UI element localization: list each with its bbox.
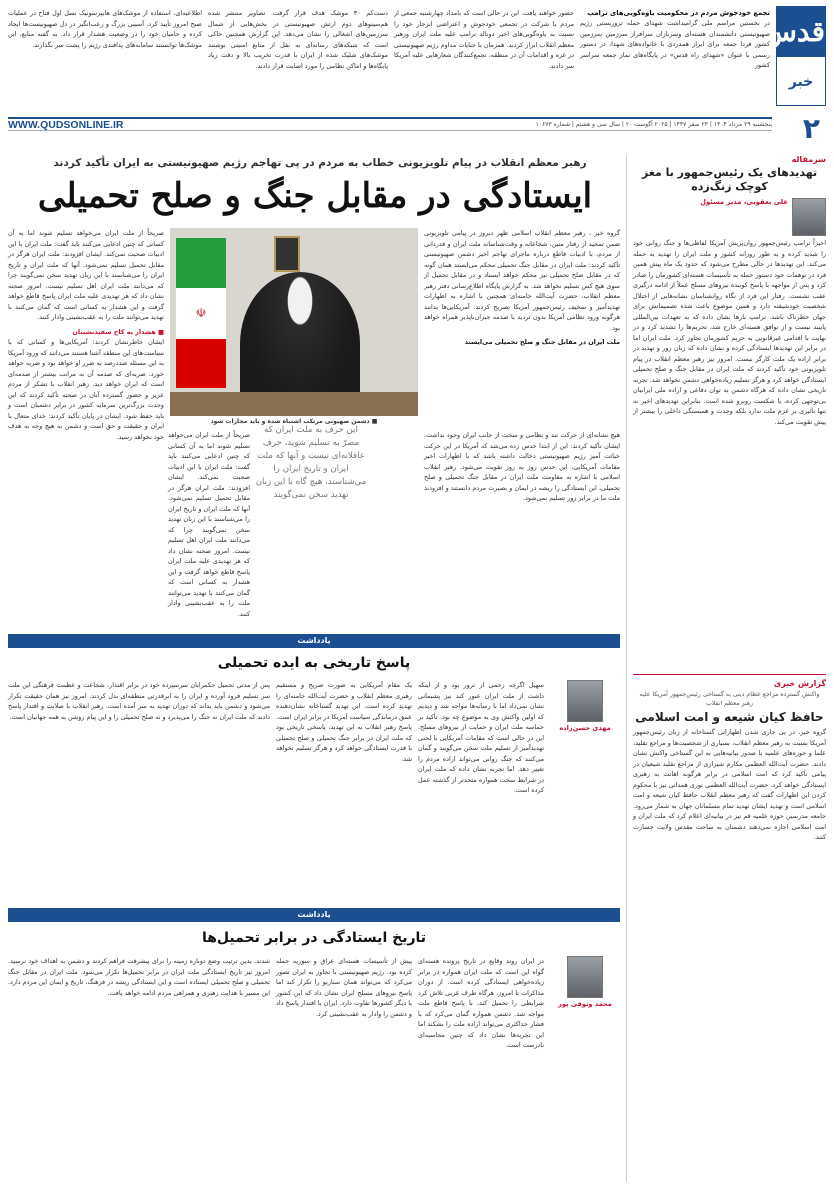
website-link[interactable]: WWW.QUDSONLINE.IR: [8, 118, 124, 131]
op2-column-2: پیش از تأسیسات هسته‌ای عراق و سوریه حمله کرده بود. رژیم صهیونیستی با تجاوز به ایران تصور می‌کرد که می‌تواند همان سناریو را تکرار کند اما پاسخ نیروهای مسلح ایران نشان داد که این کشور با دیگر کشورها تفاوت دارد. ایران با اقتدار پاسخ داد و دشمن را وادار به عقب‌نشینی کرد.: [276, 957, 412, 1018]
sidebar: [626, 155, 826, 1182]
portrait-frame: [274, 236, 300, 272]
headline-kicker: رهبر معظم انقلاب در پیام تلویزیونی خطاب به مردم در پی تهاجم رژیم صهیونیستی به ایران تأکید کردند: [53, 157, 587, 169]
news-title: حافظ کیان شیعه و امت اسلامی: [635, 710, 824, 724]
story-column-2: [424, 430, 620, 530]
story-text: صریحاً از ملت ایران می‌خواهد تسلیم شوند اما به آن کسانی که چنین ادعایی می‌کنند باید گفت: ملت ایران با این ادبیات صحبت نمی‌کند. ایشان افزودند: ملت ایران هرگز در مقابل تحمیل تسلیم نمی‌شود. آنها که ملت ایران و تاریخ ایران را می‌شناسند با این زبان تهدید سخن نمی‌گویند چرا که می‌دانند ملت ایران اهل تسلیم نیست. امروز صحنه نشان داد که هر تهدیدی علیه ملت ایران پاسخ قاطع خواهد گرفت و این هشدار به کسانی است که گمان می‌کنند با تهدید می‌توانند ملت را به عقب‌نشینی وادار کنند.: [8, 229, 164, 321]
story-subhead: ■ هشدار به کاخ سفیدنشینان: [72, 327, 164, 336]
op1-column-2: یک مقام آمریکایی به صورت صریح و مستقیم رهبری معظم انقلاب و حضرت آیت‌الله خامنه‌ای را تهدید کرده است. این تهدید گستاخانه نشان‌دهنده عمق درماندگی سیاست آمریکا در برابر ایران است. پاسخ رهبر انقلاب به این تهدید، پاسخی تاریخی بود که ملت ایران در برابر جنگ تحمیلی و صلح تحمیلی با قدرت ایستادگی خواهد کرد و هرگز تسلیم نخواهد شد.: [275, 681, 412, 763]
editorial-body: [633, 198, 826, 236]
news-lead: واکنش گسترده مراجع عظام دینی به گستاخی رئیس‌جمهور آمریکا علیه رهبر معظم انقلاب: [639, 691, 820, 707]
issue-date: پنجشنبه ۲۹ مرداد ۱۴۰۴ | ۲۳ صفر ۱۴۴۷ | ۲۰۲۵ آگوست ۲۰ | سال سی و هشتم | شماره ۱۰۶۷۳: [535, 121, 772, 128]
desk: [170, 392, 418, 416]
section-band-note: یادداشت: [8, 634, 620, 648]
editorial-text: اخیراً ترامپ رئیس‌جمهور روان‌پریش آمریکا لفاظی‌ها و جنگ روانی خود را شدید کرده و به طور روزانه کشور و ملت ایران را تهدید به حمله می‌کند. این تهدیدها در حالی مطرح می‌شود که حدود یک ماه پیش همین فرد در توهمات خود دستور حمله به تأسیسات هسته‌ای کشورمان را صادر کرد و پس از مواجهه با پاسخ کوبنده نیروهای مسلح عملاً از ادامه درگیری عقب نشست. رفتار این فرد از نگاه روانشناسان نشانه‌هایی از اختلال شخصیت خودشیفته دارد و همین موضوع باعث شده تصمیماتش برای جهان خطرناک باشد. ترامپ بارها نشان داده که به تعهدات بین‌المللی پایبند نیست و از توافق هسته‌ای خارج شد، تحریم‌ها را تشدید کرد و در نهایت با اقدامی غیرقانونی به حریم کشورمان تجاوز کرد. ملت ایران اما در برابر این تهدیدها ایستادگی کرده و نشان داده که زبان زور و تهدید در برابر اراده یک ملت کارگر نیست. امروز نیز رهبر معظم انقلاب در پیام تلویزیونی خود تأکید کردند که ملت ایران در مقابل جنگ و صلح تحمیلی ایستادگی خواهد کرد و هرگز تسلیم زیاده‌خواهی دشمن نخواهد شد. تجربه تاریخی نشان داده که هرگاه دشمن به توان دفاعی و اراده ملی ایرانیان بی‌توجهی کرده، با شکست روبرو شده است. بنابراین تهدیدهای اخیر نه تنها تأثیری بر عزم ملت ندارد بلکه وحدت و همبستگی داخلی را بیشتر از پیش تقویت می‌کند.: [633, 239, 826, 426]
logo-sub: خبر: [788, 74, 814, 90]
story-text: گروه خبر ، رهبر معظم انقلاب اسلامی ظهر دیروز در پیامی تلویزیونی ضمن تمجید از رفتار متین، شجاعانه و وقت‌شناسانه ملت ایران و قدردانی از مردم، با ادبیات قاطع درباره ماجرای تهاجم اخیر دشمن صهیونیستی تأکید کردند: ملت ایران در مقابل جنگ تحمیلی محکم می‌ایستد همان گونه که در مقابل صلح تحمیلی نیز محکم خواهد ایستاد و در مقابل تحمیل از سوی هیچ کس تسلیم نخواهد شد. به گزارش پایگاه اطلاع‌رسانی دفتر رهبر معظم انقلاب، حضرت آیت‌الله خامنه‌ای همچنین با اشاره به اظهارات تهدیدآمیز و سخیف رئیس‌جمهور آمریکا تصریح کردند: آمریکایی‌ها بدانند هرگونه ورود نظامی آمریکا بدون تردید با صدمه جبران‌ناپذیر همراه خواهد بود.: [424, 229, 620, 332]
pull-quote: این حرف به ملت ایران که مصرّ به تسلیم شوید، حرف عاقلانه‌ای نیست و آنها که ملت ایران و تاریخ ایران را می‌شناسند، هیچ گاه با این زبان تهدید سخن نمی‌گویند: [255, 425, 367, 500]
author-photo-icon: [567, 680, 603, 722]
page-number: ۲: [802, 112, 820, 145]
op1-title: پاسخ تاریخی به ایده تحمیلی: [217, 655, 411, 671]
top-column-3: [208, 8, 388, 112]
dateline-bar: [8, 117, 772, 131]
op1-column-3: پس از مدتی تحمیل حکمرانان سرسپرده خود در برابر اقتدار، شجاعت و عظمت فرهنگی این ملت سر تسلیم فرود آورده و ایران را به ابرقدرتی منطقه‌ای بدل کردند. امروز نیز همان حقیقت تکرار می‌شود و دشمن باید بداند که دوران تهدید به سر آمده است. رهبر انقلاب با صلابت و اقتدار پاسخ دادند که ملت ایران نه جنگ را می‌پذیرد و نه صلح تحمیلی را و این پیام روشن به همه جهانیان است.: [8, 681, 270, 721]
story-subhead: ملت ایران در مقابل جنگ و صلح تحمیلی می‌ایستد: [464, 338, 620, 346]
editorial-label: سرمقاله: [791, 155, 826, 164]
op1-column-1: سهیل اگرچه زخمی از ترور بود و از اینکه داشت از ملت ایران عبور کند نیز پشیمانی نشان نمی‌داد اما با رسانه‌ها مواجه شد و دیدیم که اولین واکنش وی به موضوع چه بود. تأکید بر حماسه ملت ایران و حمایت از نیروهای مسلح. این در حالی است که مقامات آمریکایی با لحنی تهدیدآمیز از تسلیم ملت سخن می‌گویند و گمان می‌کنند که جنگ روانی می‌تواند اراده مردم را تغییر دهد. اما تجربه نشان داده که ملت ایران در شرایط سخت همواره متحدتر از گذشته عمل کرده است.: [418, 681, 544, 794]
editorial-author: علی یعقوبی، مدیر مسئول: [700, 198, 788, 206]
story-text: هیچ نشانه‌ای از حرکت تند و نظامی و سخت از جانب ایران وجود نداشت. ایشان تأکید کردند: این از ابتدا حدس زده می‌شد که آمریکا در این حرکت خباثت آمیز رژیم صهیونیستی دخالت داشته باشد که با اظهارات اخیر مقامات آمریکایی، این حدس روز به روز تقویت می‌شود. رهبر انقلاب اسلامی با اشاره به مقاومت ملت ایران در مقابل جنگ تحمیلی و صلح تحمیلی، این ایستادگی را ریشه در ایمان و بصیرت مردم دانستند و افزودند ملت ما در برابر زور تسلیم نمی‌شود.: [424, 431, 620, 502]
section-band-note-2: یادداشت: [8, 908, 620, 922]
newspaper-logo: [762, 6, 826, 106]
op2-column-1: در ایران روند وقایع در تاریخ پرونده هسته‌ای گواه این است که ملت ایران همواره در برابر زیاده‌خواهی ایستادگی کرده است. از دوران مذاکرات تا امروز، هرگاه طرف غربی تلاش کرد شرایطی را تحمیل کند، با پاسخ قاطع ملت مواجه شد. دشمن همواره گمان می‌کرد که با فشار حداکثری می‌تواند اراده ملت را بشکند اما این تجربه‌ها نشان داد که چنین محاسبه‌ای نادرست است.: [418, 957, 544, 1049]
top-column-title: تجمع خودجوش مردم در محکومیت یاوه‌گویی‌های ترامپ: [587, 9, 770, 17]
author-photo-icon: [567, 956, 603, 998]
top-column-text: حضور خواهند یافت. این در حالی است که بامداد چهارشنبه جمعی از مردم با شرکت در تجمعی خودجوش و اعتراضی انزجار خود را نسبت به یاوه‌گویی‌های اخیر دونالد ترامپ علیه ملت ایران ورهبر معظم انقلاب ابراز کردند. همزمان با جنایات مداوم رژیم صهیونیستی در غزه و اقدامات آن در منطقه، تجمع‌کنندگان شعارهایی علیه آمریکا سر دادند.: [394, 9, 574, 70]
top-column-2: [394, 8, 574, 112]
news-text: گروه خبر، در پی جاری شدن اظهاراتی گستاخانه از زبان رئیس‌جمهور آمریکا نسبت به رهبر معظم انقلاب، بسیاری از شخصیت‌ها و مراجع تقلید، علما و حوزه‌های علمیه با صدور بیانیه‌هایی به این گستاخی واکنش نشان دادند. حضرت آیت‌الله العظمی مکارم شیرازی از مراجع تقلید شیعیان در پیامی تأکید کرد که امت اسلامی در برابر هرگونه اهانت به رهبری ایستادگی خواهد کرد. حضرت آیت‌الله العظمی نوری همدانی نیز با محکوم کردن این اظهارات گفت که رهبر معظم انقلاب حافظ کیان شیعه و امت اسلامی است و تهدید ایشان تهدید تمام مسلمانان جهان به شمار می‌رود. جامعه مدرسین حوزه علمیه قم نیز در بیانیه‌ای اعلام کرد که ملت ایران و امت اسلامی اجازه نمی‌دهند دشمنان به ساحت مقدس ولایت جسارت کنند.: [633, 728, 826, 841]
story-text: صریحاً از ملت ایران می‌خواهد تسلیم شوند اما به آن کسانی که چنین ادعایی می‌کنند باید گفت: ملت ایران با این ادبیات صحبت نمی‌کند. ایشان افزودند: ملت ایران هرگز در مقابل تحمیل تسلیم نمی‌شود. آنها که ملت ایران و تاریخ ایران را می‌شناسند با این زبان تهدید سخن نمی‌گویند چرا که می‌دانند ملت ایران اهل تسلیم نیست. امروز صحنه نشان داد که هر تهدیدی علیه ملت ایران پاسخ قاطع خواهد گرفت و این هشدار به کسانی است که گمان می‌کنند با تهدید می‌توانند ملت را به عقب‌نشینی وادار کنند.: [168, 431, 250, 618]
op2-author: [550, 956, 620, 1008]
logo-main: قدس: [777, 7, 825, 57]
op1-author: [550, 680, 620, 732]
main-headline: ایستادگی در مقابل جنگ و صلح تحمیلی: [37, 176, 593, 216]
top-column-4: [8, 8, 202, 112]
news-label: گزارش خبری: [773, 679, 826, 688]
story-text: ایشان خاطرنشان کردند: آمریکایی‌ها و کسانی که با سیاست‌های این منطقه آشنا هستند می‌دانند که ورود آمریکا به این مسئله صددرصد به ضرر او خواهد بود و ضربه خواهد خورد. ضربه‌ای که صدمه آن به مراتب بیشتر از صدمه‌ای است که ایران خواهد دید. رهبر انقلاب با تشکر از مردم عزیز و حضور گسترده آنان در صحنه تأکید کردند که این وحدت بزرگ‌ترین سرمایه کشور در برابر دشمنان است و باید حفظ شود. ایشان در پایان تأکید کردند: خدای متعال با ایران و حقیقت و حق است و دشمن به هیچ وجه به هدف خود نخواهد رسید.: [8, 338, 164, 441]
editorial-title: تهدیدهای یک رئیس‌جمهور با مغز کوچک زنگ‌زده: [641, 166, 818, 193]
news-report: [633, 674, 826, 1009]
op1-author-name: مهدی حسن‌زاده: [559, 724, 611, 732]
top-column-1: [580, 8, 770, 112]
story-column-4: [8, 228, 164, 530]
photo-caption: ■ دشمن صهیونی مرتکب اشتباه شده و باید مجازات شود: [210, 418, 378, 425]
op2-title: تاریخ ایستادگی در برابر تحمیل‌ها: [201, 930, 427, 946]
story-column-3: [168, 430, 250, 618]
top-column-text: اطلاعیه‌ای، استفاده از موشک‌های هایپرسونیک نسل اول فتاح در عملیات صبح امروز تأیید کرد. آسیبی بزرگ و رعب‌انگیز در دل صهیونیست‌ها ایجاد کرده و حامیان خود را در وضعیت هشدار قرار داد. به گفته منابع، این موشک‌ها توانستند سامانه‌های پدافندی رژیم را پشت سر بگذارند.: [8, 9, 202, 49]
op2-author-name: محمد وثوقی پور: [558, 1000, 612, 1008]
op2-column-3: شدند. بدین ترتیب وضع دوباره زمینه را برای پیشرفت فراهم کردند و دشمن به اهداف خود نرسید. امروز نیز تاریخ ایستادگی ملت ایران در برابر تحمیل‌ها تکرار می‌شود. ملت ایران در مقابل جنگ تحمیلی و صلح تحمیلی ایستاده است و این ایستادگی ریشه در فرهنگ، تاریخ و ایمان این مردم دارد. این مسیر با هدایت رهبری و همراهی مردم ادامه خواهد یافت.: [8, 957, 270, 997]
leader-photo: [170, 228, 418, 416]
top-column-text: دست‌کم ۳۰ موشک هدف قرار گرفت. تصاویر منتشر شده هم‌سینوهای دوم ارتش صهیونیستی در بخش‌هایی از شمال سرزمین‌های اشغالی را نشان می‌دهد. این گزارش همچنین حاکی است که شبکه‌های رسانه‌ای به نقل از منابع امنیتی نوشتند موشک‌های شلیک شده از ایران با قدرت تخریب بالا و دقت زیاد پایگاه‌ها و اماکن نظامی را مورد اصابت قرار دادند.: [208, 9, 388, 70]
top-column-text: در نخستین مراسم ملی گرامیداشت شهدای حمله تروریستی رژیم صهیونیستی دانشمندان هسته‌ای وسربازان سرافراز سرزمین سرزمین کشور فردا جمعه برای ابراز همدردی با خانواده‌های شهدا، در دستور رسمی با عنوان «شهدای راه قدس» در پایگاه‌های نماز جمعه سراسر کشور: [580, 19, 770, 69]
flag-image: ☫: [176, 238, 226, 388]
author-photo-icon: [792, 198, 826, 236]
